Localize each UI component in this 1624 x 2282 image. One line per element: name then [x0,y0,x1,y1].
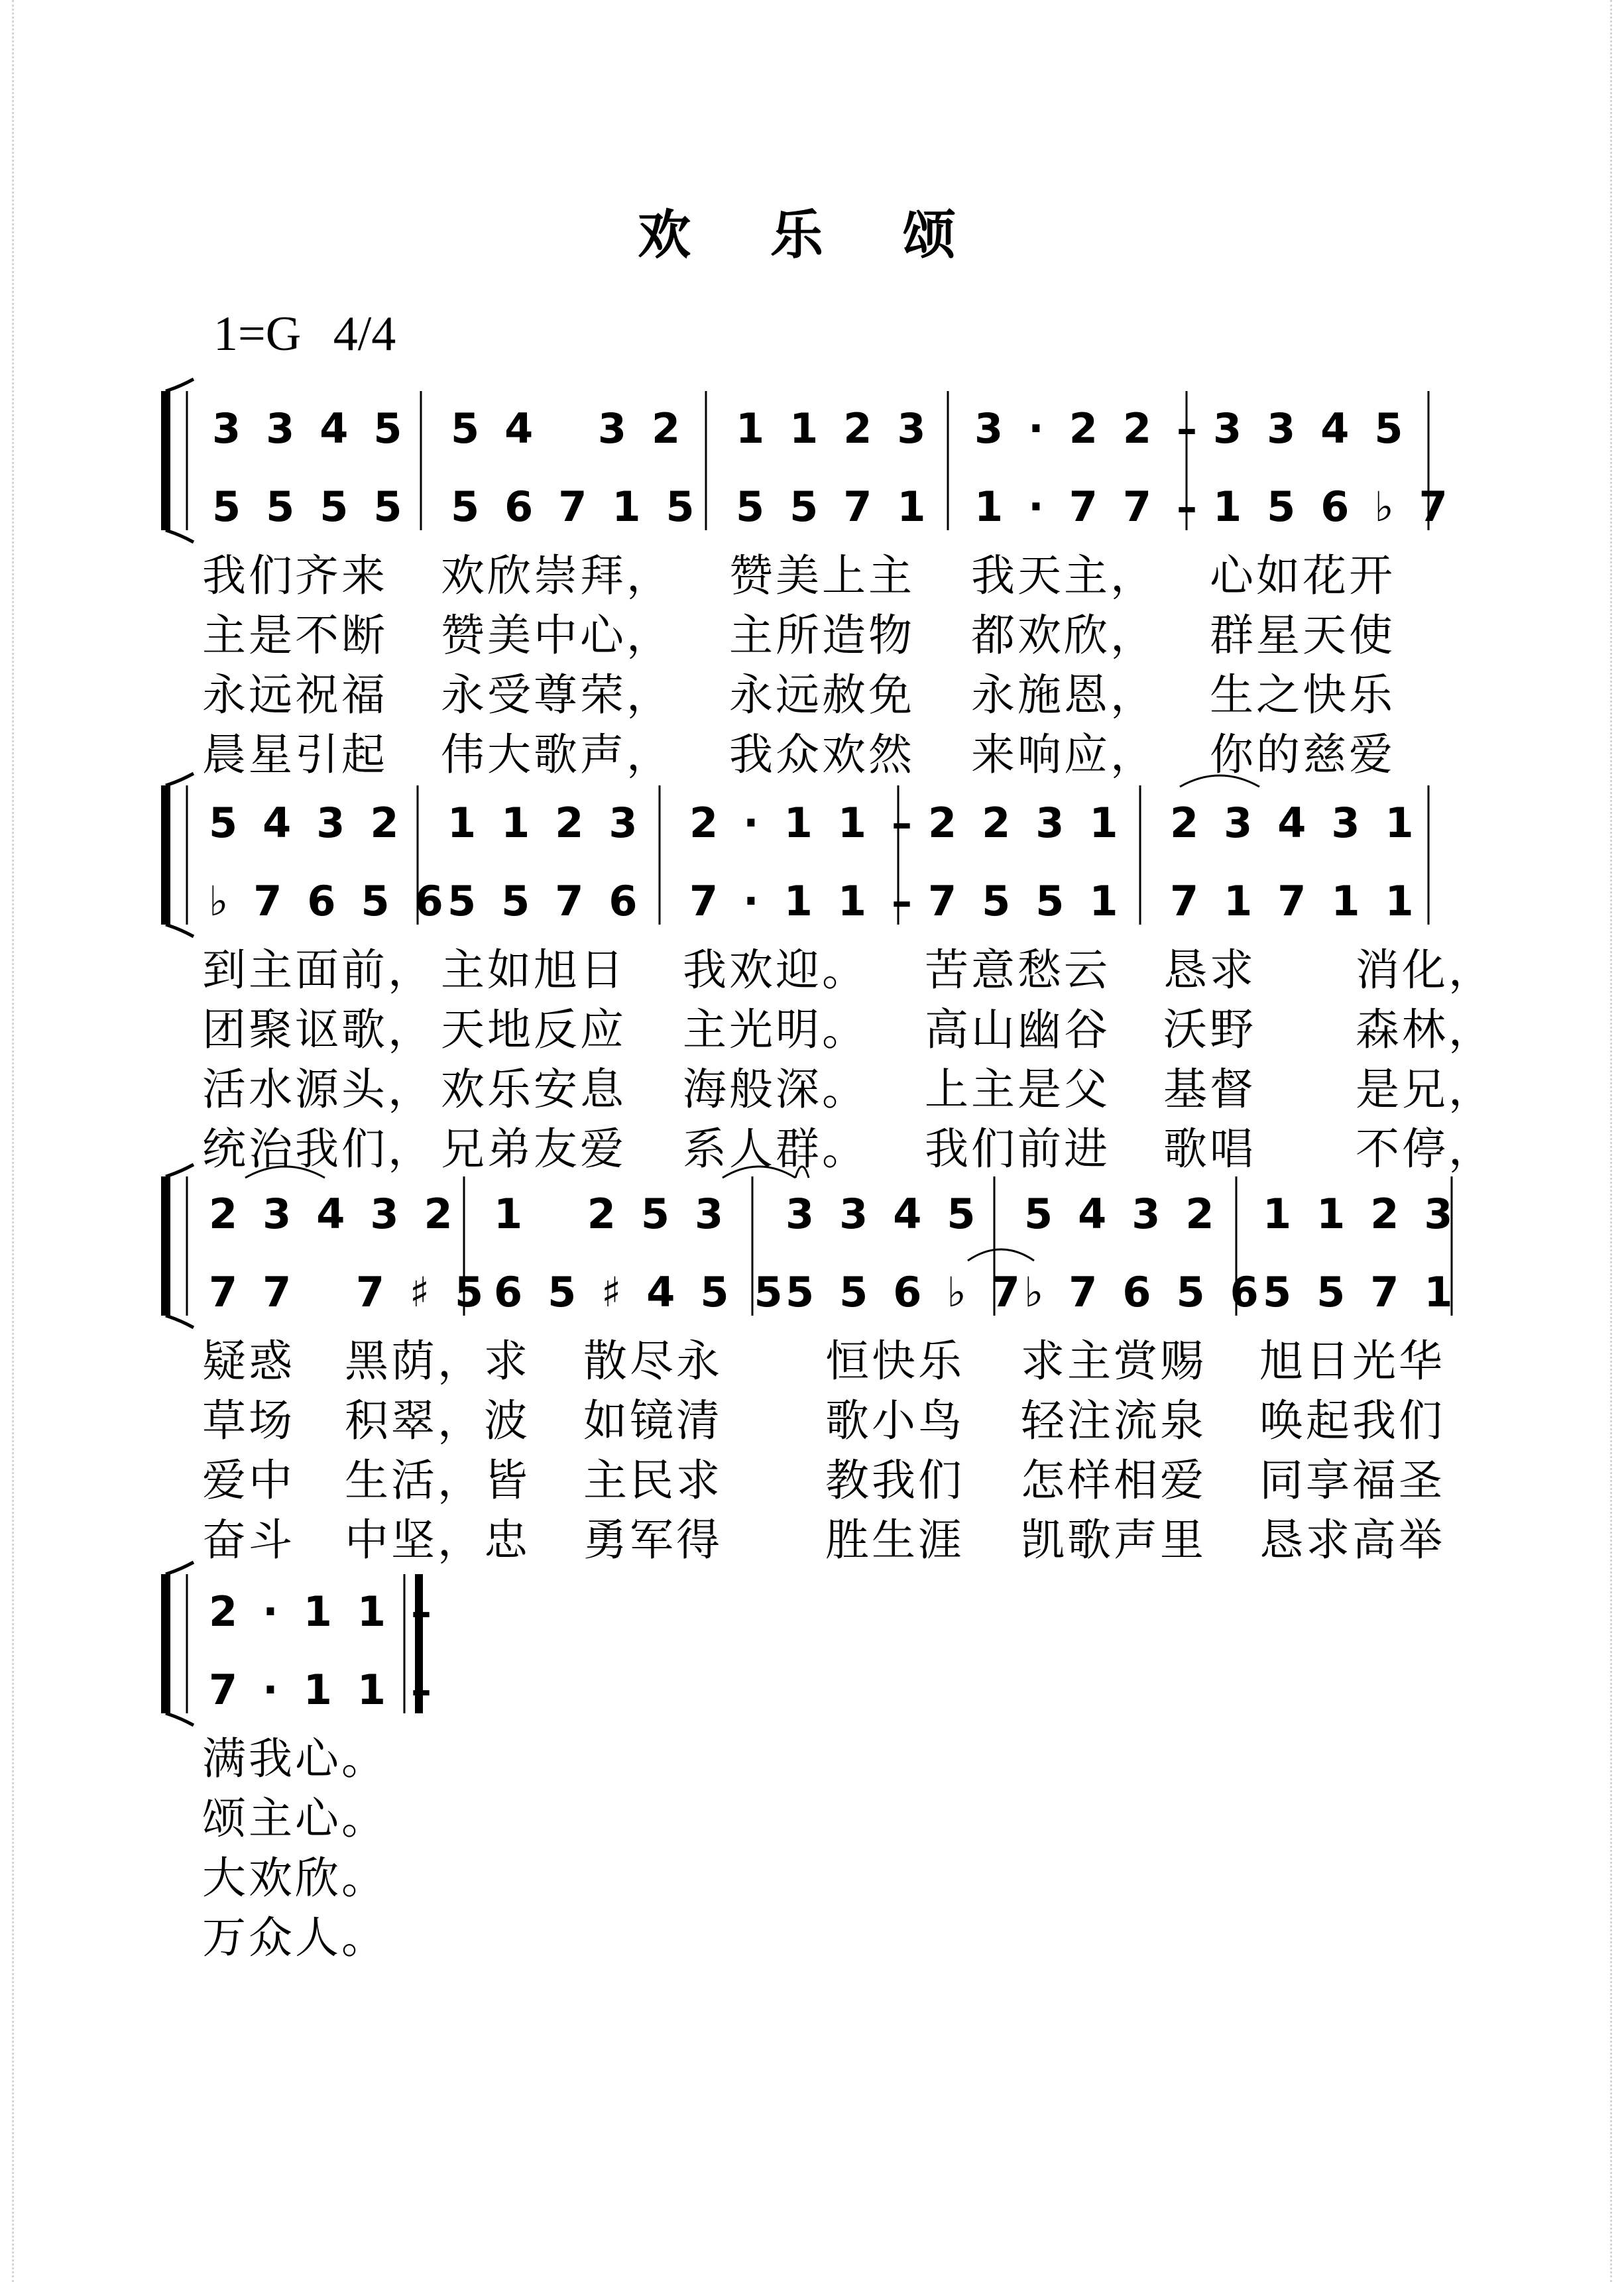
verse-1-lyric: 苦意愁云 [925,944,1110,996]
verse-1-lyric: 消化， [1356,944,1495,996]
verse-4-lyric: 系人群。 [683,1123,868,1174]
harmony-measure: 5555 [212,483,428,531]
verse-3-lyric: 欢乐安息 [441,1064,626,1115]
verse-1-lyric: 恳求 [1163,944,1256,996]
melody-measure: 3345 [1213,404,1428,453]
verse-2-lyric: 主光明。 [683,1004,868,1055]
melody-measure: 5432 [1024,1190,1240,1238]
harmony-measure: ♭7656 [209,877,469,925]
harmony-measure: 56715 [451,483,720,531]
verse-4-lyric: 兄弟友爱 [441,1123,626,1174]
verse-1-lyric: 主如旭日 [441,944,626,996]
verse-3-lyric: 基督 [1163,1064,1256,1115]
harmony-measure: 7551 [928,877,1143,925]
harmony-measure: 65♯455 [494,1268,808,1316]
verse-3-lyric: 大欢欣。 [202,1853,388,1904]
verse-4-lyric: 勇军得 [583,1514,723,1566]
verse-1-lyric: 我欢迎。 [683,944,868,996]
verse-1-lyric: 我天主， [971,550,1157,601]
melody-measure: 1123 [736,404,951,453]
verse-2-lyric: 森林， [1356,1004,1495,1055]
verse-3-lyric: 怎样相爱 [1021,1455,1206,1506]
harmony-measure: 556♭7 [785,1268,1045,1316]
melody-measure: 2231 [928,799,1143,847]
verse-2-lyric: 主是不断 [202,610,388,661]
verse-1-lyric: 满我心。 [202,1733,388,1784]
verse-3-lyric: 爱中 [202,1455,295,1506]
verse-2-lyric: 沃野 [1163,1004,1256,1055]
verse-4-lyric: 不停， [1356,1123,1495,1174]
verse-4-lyric: 万众人。 [202,1912,388,1963]
verse-3-lyric: 是兄， [1356,1064,1495,1115]
melody-measure: 54 32 [451,404,706,453]
verse-4-lyric: 伟大歌声， [441,729,673,780]
verse-3-lyric: 皆 [484,1455,530,1506]
verse-1-lyric: 赞美上主 [729,550,915,601]
verse-2-lyric: 团聚讴歌， [202,1004,434,1055]
verse-4-lyric: 我们前进 [925,1123,1110,1174]
verse-1-lyric: 我们齐来 [202,550,388,601]
harmony-measure: 156♭7 [1213,483,1473,531]
song-title: 欢 乐 颂 [638,204,986,266]
verse-3-lyric: 海般深。 [683,1064,868,1115]
verse-1-lyric: 黑荫， [345,1336,484,1387]
verse-2-lyric: 群星天使 [1210,610,1395,661]
verse-2-lyric: 积翠， [345,1395,484,1446]
bracket-top-hook [166,1562,194,1574]
harmony-measure: 5576 [447,877,663,925]
verse-2-lyric: 赞美中心， [441,610,673,661]
verse-3-lyric: 上主是父 [925,1064,1110,1115]
verse-1-lyric: 疑惑 [202,1336,295,1387]
harmony-measure: 77 7♯5 [209,1268,509,1316]
verse-2-lyric: 轻注流泉 [1021,1395,1206,1446]
melody-measure: 1123 [447,799,663,847]
verse-4-lyric: 你的慈爱 [1210,729,1395,780]
verse-4-lyric: 我众欢然 [729,729,915,780]
verse-1-lyric: 到主面前， [202,944,434,996]
verse-3-lyric: 永施恩， [971,669,1157,720]
verse-2-lyric: 波 [484,1395,530,1446]
harmony-measure: 5571 [736,483,951,531]
harmony-measure: 5571 [1263,1268,1478,1316]
melody-measure: 23432 [209,1190,478,1238]
verse-4-lyric: 恳求高举 [1259,1514,1445,1566]
verse-3-lyric: 生之快乐 [1210,669,1395,720]
bracket-bottom-hook [166,1713,194,1725]
verse-4-lyric: 奋斗 [202,1514,295,1566]
verse-4-lyric: 胜生涯 [825,1514,964,1566]
bracket-top-hook [166,773,194,785]
time-signature: 4/4 [333,307,396,361]
bracket-bottom-hook [166,530,194,542]
tie-arc [968,1249,1034,1261]
verse-3-lyric: 教我们 [825,1455,964,1506]
verse-1-lyric: 恒快乐 [825,1336,964,1387]
verse-4-lyric: 来响应， [971,729,1157,780]
verse-3-lyric: 永远祝福 [202,669,388,720]
melody-measure: 3345 [785,1190,1001,1238]
verse-4-lyric: 统治我们， [202,1123,434,1174]
melody-measure: 23431 [1170,799,1439,847]
verse-2-lyric: 歌小鸟 [825,1395,964,1446]
verse-2-lyric: 草场 [202,1395,295,1446]
verse-1-lyric: 散尽永 [583,1336,723,1387]
harmony-measure: ♭7656 [1024,1268,1284,1316]
verse-4-lyric: 凯歌声里 [1021,1514,1206,1566]
verse-1-lyric: 欢欣崇拜， [441,550,673,601]
verse-1-lyric: 心如花开 [1210,550,1395,601]
melody-measure: 3·22– [974,404,1222,453]
verse-2-lyric: 天地反应 [441,1004,626,1055]
verse-2-lyric: 唤起我们 [1259,1395,1445,1446]
verse-4-lyric: 歌唱 [1163,1123,1256,1174]
melody-measure: 5432 [209,799,424,847]
verse-2-lyric: 颂主心。 [202,1793,388,1844]
verse-4-lyric: 中坚， [345,1514,484,1566]
verse-1-lyric: 求 [484,1336,530,1387]
bracket-bottom-hook [166,1316,194,1328]
melody-measure: 2·11– [689,799,937,847]
harmony-measure: 71711 [1170,877,1439,925]
verse-2-lyric: 主所造物 [729,610,915,661]
harmony-measure: 7·11– [209,1666,457,1714]
melody-measure: 2·11– [209,1587,457,1636]
bracket-bottom-hook [166,925,194,937]
melody-measure: 3345 [212,404,428,453]
verse-2-lyric: 高山幽谷 [925,1004,1110,1055]
verse-4-lyric: 忠 [484,1514,530,1566]
melody-measure: 1 253 [494,1190,749,1238]
bracket-top-hook [166,1165,194,1176]
verse-2-lyric: 如镜清 [583,1395,723,1446]
verse-3-lyric: 永受尊荣， [441,669,673,720]
verse-3-lyric: 主民求 [583,1455,723,1506]
key-signature: 1=G [213,307,302,361]
verse-3-lyric: 永远赦免 [729,669,915,720]
melody-measure: 1123 [1263,1190,1478,1238]
verse-2-lyric: 都欢欣， [971,610,1157,661]
bracket-top-hook [166,379,194,391]
harmony-measure: 7·11– [689,877,937,925]
verse-1-lyric: 求主赏赐 [1021,1336,1206,1387]
verse-3-lyric: 生活， [345,1455,484,1506]
verse-3-lyric: 同享福圣 [1259,1455,1445,1506]
verse-3-lyric: 活水源头， [202,1064,434,1115]
verse-4-lyric: 晨星引起 [202,729,388,780]
harmony-measure: 1·77– [974,483,1222,531]
verse-1-lyric: 旭日光华 [1259,1336,1445,1387]
